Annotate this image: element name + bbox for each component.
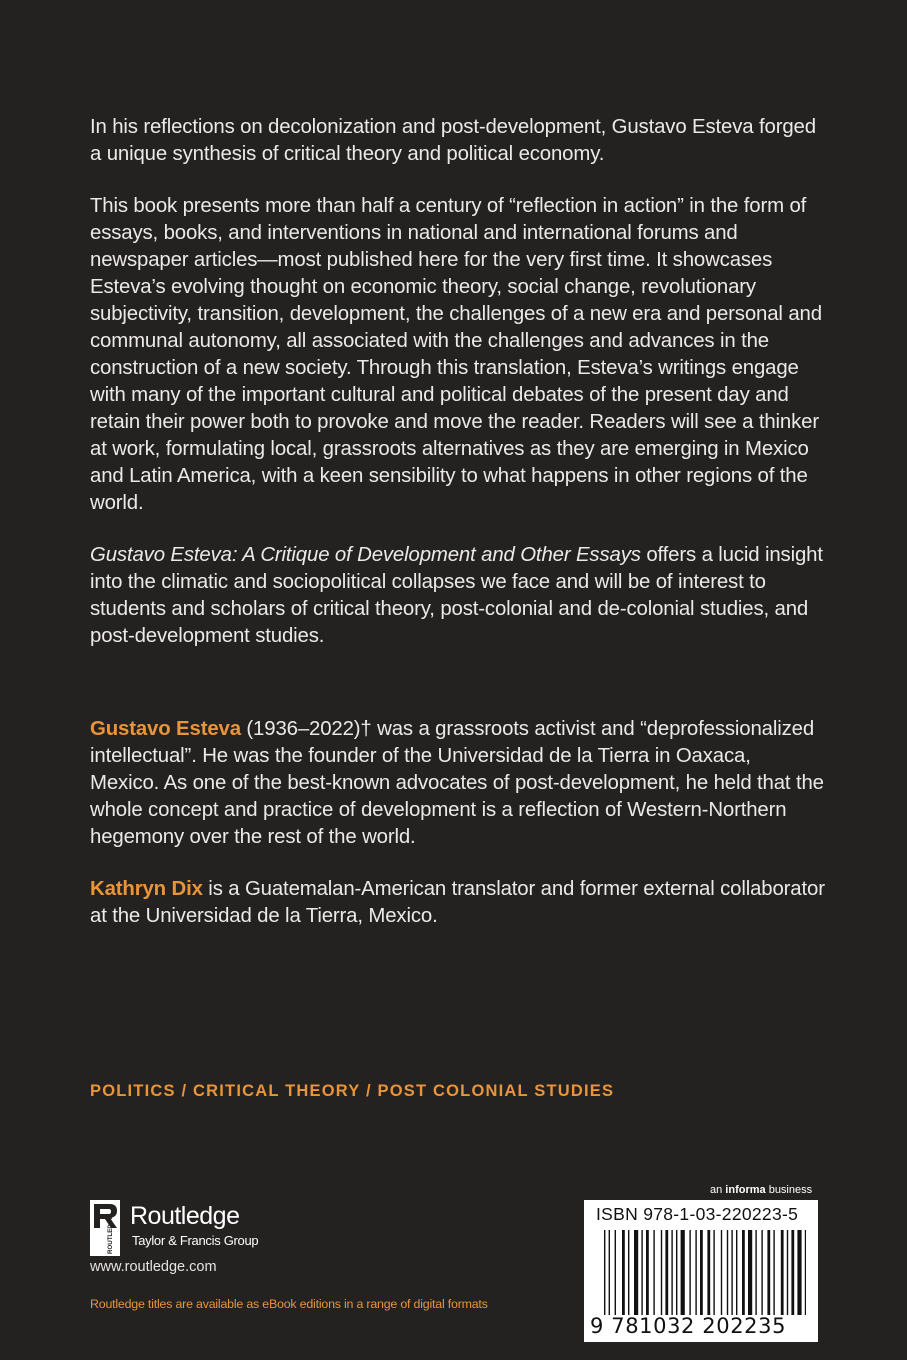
- author-bio: [90, 716, 825, 851]
- barcode-bar: [609, 1230, 610, 1315]
- informa-tagline: [710, 1184, 812, 1196]
- publisher-group: Taylor & Francis Group: [132, 1233, 259, 1248]
- ebook-note: Routledge titles are available as eBook editions in a range of digital formats: [90, 1297, 488, 1311]
- blurb-paragraph-3: [90, 542, 825, 650]
- barcode-bar: [767, 1230, 770, 1315]
- routledge-logo: [90, 1200, 330, 1260]
- barcode-icon: [604, 1230, 806, 1315]
- barcode-bar: [781, 1230, 784, 1315]
- barcode-bar: [773, 1230, 774, 1315]
- blurb-paragraph-1: In his reflections on decolonization and post-development, Gustavo Esteva forged a unique synthesis of critical theory and political economy.: [90, 116, 816, 165]
- barcode-bar: [787, 1230, 788, 1315]
- barcode-bar: [791, 1230, 794, 1315]
- blurb-paragraph-2: This book presents more than half a century of “reflection in action” in the form of essays, books, and interventions in national and international forums and newspaper articles—most published here for the very first time. It showcases Esteva’s evolving thought on economic theory, social change, revolutionary subjectivity, transition, development, the challenges of a new era and personal and communal autonomy, all associated with the challenges and advances in the construction of a new society. Through this translation, Esteva’s writings engage with many of the important cultural and political debates of the present day and retain their power both to provoke and move the reader. Readers will see a thinker at work, formulating local, grassroots alternatives as they are emerging in Mexico and Latin America, with a keen sensibility to what happens in other regions of the world.: [90, 195, 822, 514]
- publisher-url: www.routledge.com: [90, 1259, 217, 1275]
- informa-brand: informa: [725, 1184, 766, 1196]
- contributor-bios: [90, 716, 825, 955]
- translator-name: Kathryn Dix: [90, 878, 203, 900]
- barcode-bar: [671, 1230, 672, 1315]
- barcode-bar: [689, 1230, 690, 1315]
- barcode-bar: [761, 1230, 762, 1315]
- barcode-bar: [805, 1230, 806, 1315]
- informa-suffix: business: [765, 1184, 813, 1196]
- barcode-bar: [742, 1230, 745, 1315]
- barcode-bar: [721, 1230, 722, 1315]
- barcode-bar: [646, 1230, 649, 1315]
- barcode-bar: [622, 1230, 625, 1315]
- barcode-bar: [713, 1230, 714, 1315]
- barcode-bar: [628, 1230, 629, 1315]
- informa-prefix: an: [710, 1184, 726, 1196]
- routledge-vertical-text: ROUTLEDGE: [107, 1215, 114, 1254]
- book-title: Gustavo Esteva: A Critique of Development and Other Essays: [90, 544, 641, 566]
- isbn-barcode: [584, 1200, 818, 1342]
- description-blurb: [90, 114, 825, 650]
- barcode-bar: [665, 1230, 668, 1315]
- barcode-bar: [681, 1230, 685, 1315]
- barcode-bar: [755, 1230, 756, 1315]
- barcode-bar: [634, 1230, 638, 1315]
- publisher-name: Routledge: [130, 1202, 240, 1230]
- barcode-bar: [736, 1230, 737, 1315]
- barcode-bar: [748, 1230, 752, 1315]
- barcode-bar: [615, 1230, 616, 1315]
- barcode-bar: [700, 1230, 703, 1315]
- barcode-bar: [653, 1230, 654, 1315]
- author-bio-text: (1936–2022)† was a grassroots activist and “deprofessionalized intellectual”. He was the founder of the Universidad de la Tierra in Oaxaca, Mexico. As one of the best-known advocates of post-development, he held that the whole concept and practice of development is a reflection of Western-Northern hegemony over the rest of the world.: [90, 718, 824, 848]
- barcode-bar: [676, 1230, 677, 1315]
- routledge-r-icon: [90, 1200, 120, 1256]
- barcode-bar: [661, 1230, 662, 1315]
- barcode-bar: [695, 1230, 696, 1315]
- barcode-digits: 9 781032 202235: [590, 1314, 787, 1338]
- author-name: Gustavo Esteva: [90, 718, 241, 740]
- isbn-label: ISBN 978-1-03-220223-5: [596, 1204, 799, 1224]
- barcode-bar: [797, 1230, 801, 1315]
- subject-categories: POLITICS / CRITICAL THEORY / POST COLONIAL STUDIES: [90, 1082, 615, 1100]
- barcode-bar: [731, 1230, 732, 1315]
- barcode-bar: [727, 1230, 728, 1315]
- barcode-bar: [604, 1230, 605, 1315]
- barcode-bar: [641, 1230, 642, 1315]
- barcode-bar: [707, 1230, 710, 1315]
- translator-bio: [90, 876, 825, 930]
- translator-bio-text: is a Guatemalan-American translator and former external collaborator at the Universidad de la Tierra, Mexico.: [90, 878, 825, 927]
- blurb-paragraph-3-text: offers a lucid insight into the climatic and sociopolitical collapses we face and will be of interest to students and scholars of critical theory, post-colonial and de-colonial studies, and post-development studies.: [90, 544, 823, 647]
